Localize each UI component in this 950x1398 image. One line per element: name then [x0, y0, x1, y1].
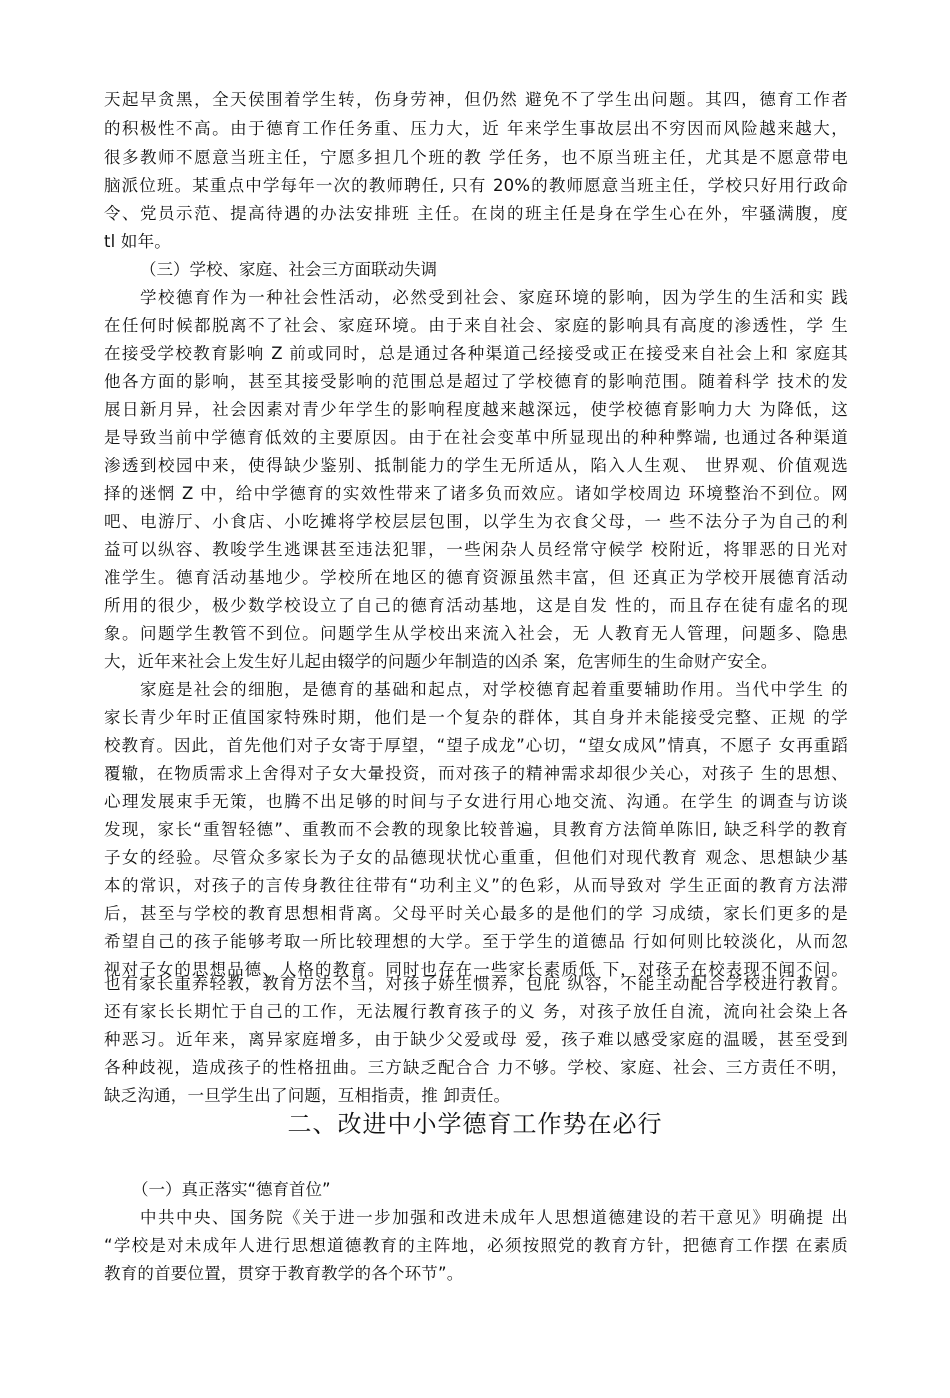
text-line: 子女的经验。尽管众多家长为子女的品德现状忧心重重，但他们对现代教育 观念、思想缺少基: [104, 848, 848, 867]
text-line: 是导致当前中学德育低效的主要原因。由于在社会变革中所显现出的种种弊端, 也通过各种渠道: [104, 428, 848, 447]
text-line: 学校德育作为一种社会性活动，必然受到社会、家庭环境的影响，因为学生的生活和实 践: [140, 288, 848, 307]
text-line: 展日新月异，社会因素对青少年学生的影响程度越来越深远，使学校德育影响力大 为降低，这: [104, 400, 848, 419]
text-line: 所用的很少，极少数学校设立了自己的德育活动基地，这是自发 性的，而且存在徒有虚名的现: [104, 596, 848, 615]
text-line: 益可以纵容、教唆学生逃课甚至违法犯罪，一些闲杂人员经常守候学 校附近，将罪恶的日光对: [104, 540, 848, 559]
text-line: 吧、电游厅、小食店、小吃摊将学校层层包围，以学生为衣食父母，一 些不法分子为自己的利: [104, 512, 848, 531]
text-line: 脑派位班。某重点中学每年一次的教师聘任, 只有 20%的教师愿意当班主任，学校只好用行政命: [104, 176, 848, 195]
text-line: 家长青少年时正值国家特殊时期，他们是一个复杂的群体，其自身并未能接受完整、正规 的学: [104, 708, 848, 727]
text-line: 大，近年来社会上发生好儿起由辍学的问题少年制造的凶杀 案，危害师生的生命财产安全。: [104, 652, 778, 671]
text-line: 象。问题学生教管不到位。问题学生从学校出来流入社会，无 人教育无人管理，问题多、隐患: [104, 624, 848, 643]
text-line: 渗透到校园中来，使得缺少鉴别、抵制能力的学生无所适从，陷入人生观、 世界观、价值观选: [104, 456, 848, 475]
subsection-title: （一）真正落实“德育首位”: [132, 1180, 331, 1199]
text-line: 他各方面的影响，甚至其接受影响的范围总是超过了学校德育的影响范围。随着科学 技术的发: [104, 372, 848, 391]
text-line: 在任何时候都脱离不了社会、家庭环境。由于来自社会、家庭的影响具有高度的渗透性，学 生: [104, 316, 848, 335]
text-line: 家庭是社会的细胞，是德育的基础和起点，对学校德育起着重要辅助作用。当代中学生 的: [140, 680, 848, 699]
chapter-heading: 二、改进中小学德育工作势在必行: [287, 1110, 663, 1138]
text-line: 各种歧视，造成孩子的性格扭曲。三方缺乏配合合 力不够。学校、家庭、社会、三方责任不明，: [104, 1058, 848, 1077]
text-line: 视对子女的思想品德、人格的教育。同时也存在一些家长素质低 下，对孩子在校表现不闻不问。: [104, 960, 848, 979]
text-line: 校教育。因此，首先他们对子女寄于厚望，“望子成龙”心切，“望女成风”情真，不愿子 女再重蹈: [104, 736, 848, 755]
text-line: 的积极性不高。由于德育工作任务重、压力大，近 年来学生事故层出不穷因而风险越来越大，: [104, 119, 848, 138]
text-line: 缺乏沟通，一旦学生出了问题，互相指责，推 卸责任。: [104, 1086, 511, 1105]
text-line: 准学生。德育活动基地少。学校所在地区的德育资源虽然丰富，但 还真正为学校开展德育活动: [104, 568, 848, 587]
text-line: 择的迷惘 Z 中，给中学德育的实效性带来了诸多负而效应。诸如学校周边 环境整治不到位。网: [104, 484, 848, 503]
text-line: 还有家长长期忙于自己的工作，无法履行教育孩子的义 务，对孩子放任自流，流向社会染上各: [104, 1002, 848, 1021]
text-line: 中共中央、国务院《关于进一步加强和改进未成年人思想道德建设的若干意见》明确提 出: [140, 1208, 848, 1227]
text-line: 很多教师不愿意当班主任，宁愿多担几个班的教 学任务，也不原当班主任，尤其是不愿意带电: [104, 148, 848, 167]
text-line: 种恶习。近年来，离异家庭增多，由于缺少父爱或母 爱，孩子难以感受家庭的温暖，甚至受到: [104, 1030, 848, 1049]
text-line: 发现，家长“重智轻德”、重教而不会教的现象比较普遍，貝教育方法简单陈旧, 缺乏科学的教育: [104, 820, 848, 839]
text-line: 希望自己的孩子能够考取一所比较理想的大学。至于学生的道德品 行如何则比较淡化，从而忽: [104, 932, 848, 951]
text-line: 天起早贪黑，全天侯围着学生转，伤身劳神，但仍然 避免不了学生出问题。其四，德育工作者: [104, 90, 848, 109]
text-line: 令、党员示范、提高待遇的办法安排班 主任。在岗的班主任是身在学生心在外，牢骚满腹，度: [104, 204, 848, 223]
text-line: 心理发展束手无策，也腾不出足够的时间与子女进行用心地交流、沟通。在学生 的调查与访谈: [104, 792, 848, 811]
text-line: 在接受学校教育影响 Z 前或同时，总是通过各种渠道己经接受或正在接受来自社会上和 家庭其: [104, 344, 848, 363]
section-title: （三）学校、家庭、社会三方面联动失调: [140, 260, 437, 279]
text-line: 也有家长重养轻教，教育方法不当，对孩子娇生惯养，包庇 纵容，不能主动配合学校进行教育。: [104, 974, 848, 993]
text-line: 后，甚至与学校的教育思想相背离。父母平时关心最多的是他们的学 习成绩，家长们更多的是: [104, 904, 848, 923]
text-line: 本的常识，对孩子的言传身教往往带有“功利主义”的色彩，从而导致对 学生正面的教育方法滞: [104, 876, 848, 895]
text-line: 教育的首要位置，贯穿于教育教学的各个环节”。: [104, 1264, 464, 1283]
text-line: 覆辙，在物质需求上舍得对子女大暈投资，而对孩子的精神需求却很少关心，对孩子 生的思想、: [104, 764, 848, 783]
text-line: tl 如年。: [104, 232, 171, 251]
text-line: “学校是对未成年人进行思想道德教育的主阵地，必须按照党的教育方针，把德育工作摆 在素质: [104, 1236, 848, 1255]
